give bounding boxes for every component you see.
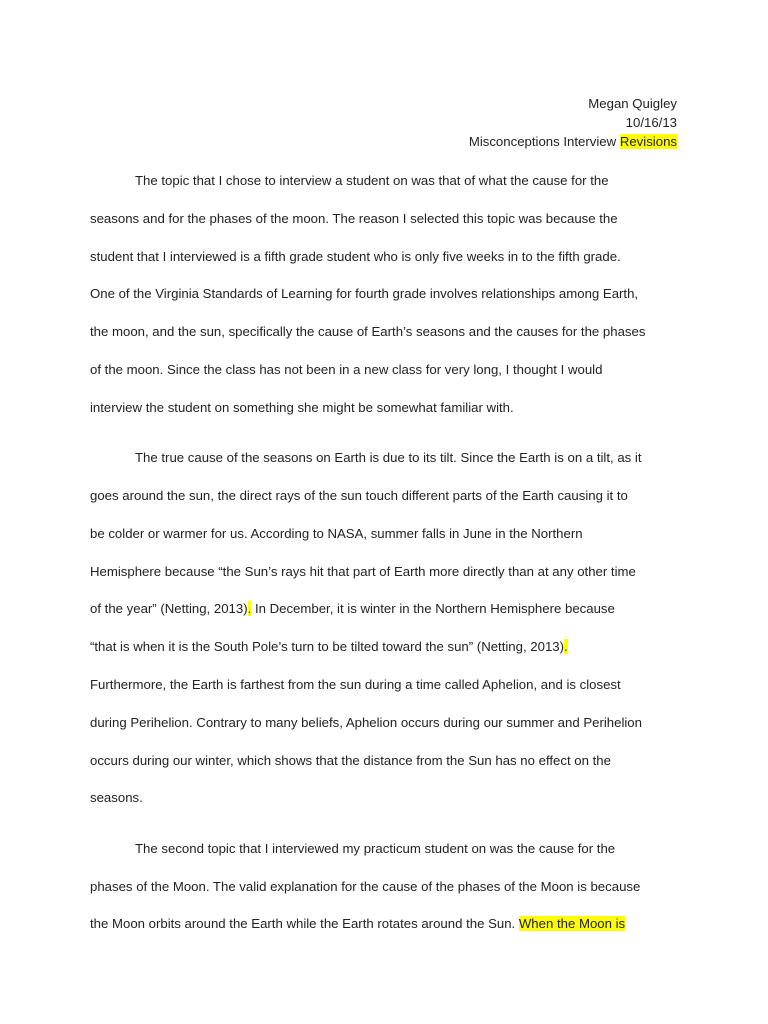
paragraph-2-line-citation	[90, 628, 680, 666]
paragraph-2-line-citation	[90, 590, 680, 628]
line-text: In December, it is winter in the Northern Hemisphere because	[251, 601, 615, 617]
paragraph-1-line: interview the student on something she might be somewhat familiar with.	[90, 399, 514, 415]
title-text: Misconceptions Interview	[468, 134, 620, 149]
paragraph-2-line: Hemisphere because “the Sun’s rays hit that part of Earth more directly than at any other time	[90, 563, 636, 579]
line-text: the Moon orbits around the Earth while the Earth rotates around the Sun.	[90, 916, 519, 932]
highlighted-revision: When the Moon is	[518, 916, 626, 932]
paragraph-2-line: be colder or warmer for us. According to NASA, summer falls in June in the Northern	[90, 525, 583, 541]
paragraph-gap	[90, 817, 680, 830]
paragraph-2-line: goes around the sun, the direct rays of the sun touch different parts of the Earth causing it to	[90, 487, 628, 503]
paragraph-3-line-highlight	[90, 905, 680, 943]
paragraph-2-line: occurs during our winter, which shows that the distance from the Sun has no effect on the	[90, 752, 611, 768]
paragraph-1-line: One of the Virginia Standards of Learning for fourth grade involves relationships among Earth,	[90, 286, 639, 302]
document-title	[469, 132, 677, 151]
highlighted-period: .	[247, 601, 252, 617]
highlighted-period: .	[564, 639, 568, 655]
paragraph-1-line: seasons and for the phases of the moon. The reason I selected this topic was because the	[90, 210, 618, 226]
author-name: Megan Quigley	[588, 96, 677, 111]
line-text: of the year” (Netting, 2013)	[90, 601, 248, 617]
paragraph-1-line: of the moon. Since the class has not been in a new class for very long, I thought I would	[90, 361, 603, 377]
line-text: “that is when it is the South Pole’s turn to be tilted toward the sun” (Netting, 2013)	[90, 639, 565, 655]
document-header	[469, 94, 677, 151]
paragraph-2-line: Furthermore, the Earth is farthest from the sun during a time called Aphelion, and is closest	[90, 676, 621, 692]
document-date: 10/16/13	[625, 115, 677, 130]
paragraph-1-line: The topic that I chose to interview a student on was that of what the cause for the	[135, 173, 609, 188]
paragraph-1-line: student that I interviewed is a fifth grade student who is only five weeks in to the fifth grade.	[90, 248, 621, 264]
paragraph-gap	[90, 427, 680, 440]
paragraph-1-line: the moon, and the sun, specifically the cause of Earth’s seasons and the causes for the phases	[90, 324, 646, 340]
paragraph-3-line: phases of the Moon. The valid explanation for the cause of the phases of the Moon is because	[90, 878, 641, 894]
paragraph-2-line: seasons.	[90, 790, 143, 806]
document-body	[90, 162, 680, 943]
title-highlight: Revisions	[619, 134, 677, 149]
paragraph-2-line: during Perihelion. Contrary to many beliefs, Aphelion occurs during our summer and Perihelion	[90, 714, 642, 730]
paragraph-3-line: The second topic that I interviewed my practicum student on was the cause for the	[135, 840, 616, 856]
paragraph-2-line: The true cause of the seasons on Earth is due to its tilt. Since the Earth is on a tilt, as it	[135, 450, 642, 466]
